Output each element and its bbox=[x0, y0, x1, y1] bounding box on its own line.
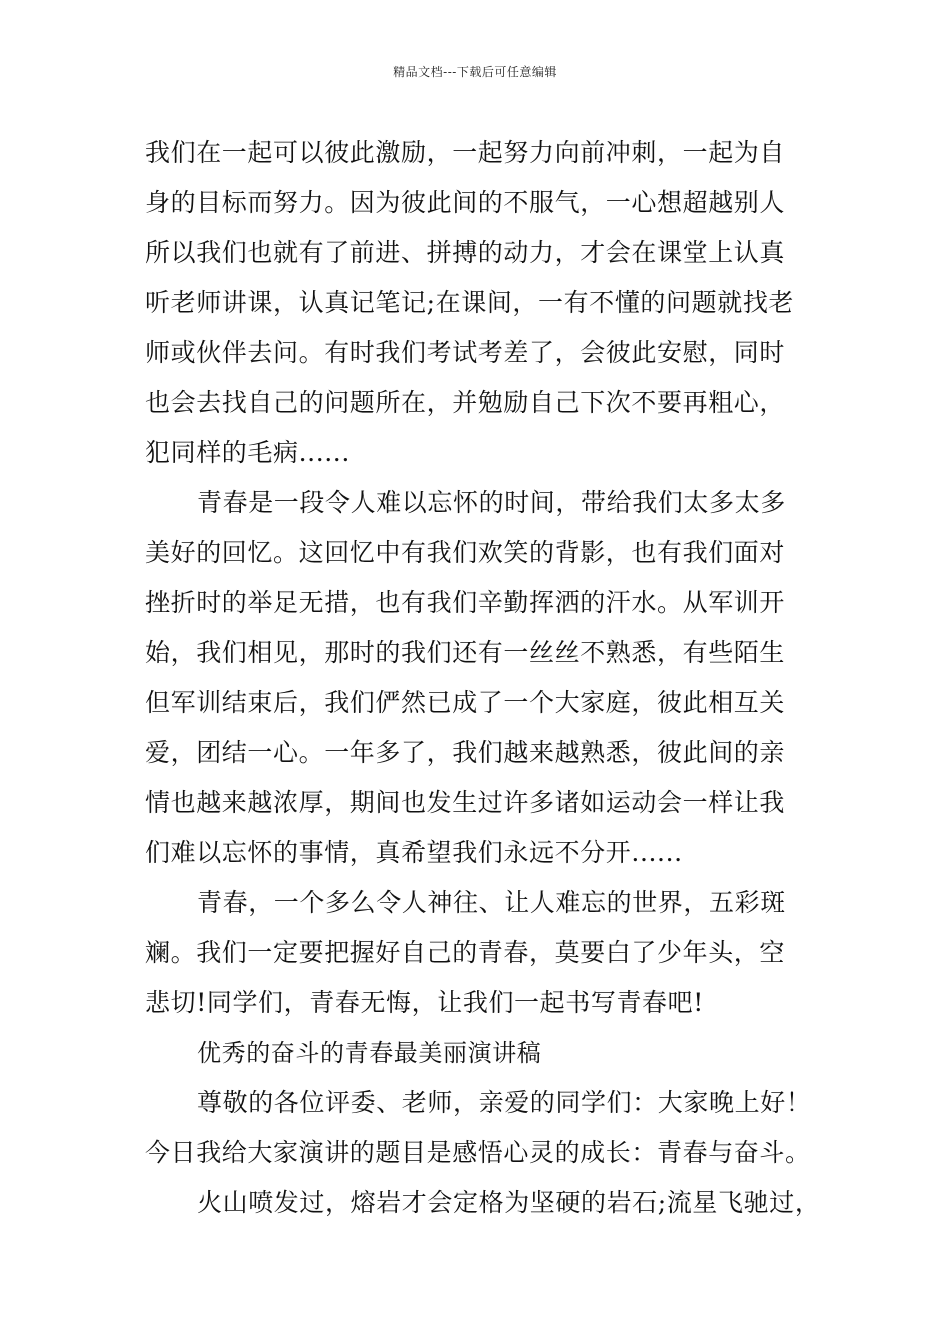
text-line: 始，我们相见，那时的我们还有一丝丝不熟悉，有些陌生 bbox=[145, 638, 786, 667]
paragraph-start-line: 青春是一段令人难以忘怀的时间，带给我们太多太多 bbox=[197, 488, 786, 517]
text-line: 犯同样的毛病...... bbox=[145, 438, 350, 467]
text-line: 今日我给大家演讲的题目是感悟心灵的成长：青春与奋斗。 bbox=[145, 1138, 811, 1167]
text-line: 身的目标而努力。因为彼此间的不服气，一心想超越别人 bbox=[145, 188, 786, 217]
text-line: 情也越来越浓厚，期间也发生过许多诸如运动会一样让我 bbox=[145, 788, 786, 817]
text-line: 但军训结束后，我们俨然已成了一个大家庭，彼此相互关 bbox=[145, 688, 786, 717]
paragraph-start-line: 青春，一个多么令人神往、让人难忘的世界，五彩斑 bbox=[197, 888, 786, 917]
text-line: 们难以忘怀的事情，真希望我们永远不分开...... bbox=[145, 838, 683, 867]
document-body bbox=[145, 128, 825, 1228]
text-line: 挫折时的举足无措，也有我们辛勤挥洒的汗水。从军训开 bbox=[145, 588, 786, 617]
paragraph-start-line: 火山喷发过，熔岩才会定格为坚硬的岩石;流星飞驰过， bbox=[197, 1188, 821, 1217]
text-line: 悲切!同学们，青春无悔，让我们一起书写青春吧! bbox=[145, 988, 704, 1017]
text-line: 斓。我们一定要把握好自己的青春，莫要白了少年头，空 bbox=[145, 938, 786, 967]
section-title: 优秀的奋斗的青春最美丽演讲稿 bbox=[197, 1039, 542, 1067]
text-line: 听老师讲课，认真记笔记;在课间，一有不懂的问题就找老 bbox=[145, 288, 795, 317]
page-header: 精品文档---下载后可任意编辑 bbox=[393, 65, 557, 79]
text-line: 我们在一起可以彼此激励，一起努力向前冲刺，一起为自 bbox=[145, 138, 786, 167]
text-line: 爱，团结一心。一年多了，我们越来越熟悉，彼此间的亲 bbox=[145, 738, 786, 767]
text-line: 也会去找自己的问题所在，并勉励自己下次不要再粗心， bbox=[145, 388, 786, 417]
paragraph-start-line: 尊敬的各位评委、老师，亲爱的同学们：大家晚上好！ bbox=[197, 1088, 812, 1117]
text-line: 所以我们也就有了前进、拼搏的动力，才会在课堂上认真 bbox=[145, 238, 786, 267]
text-line: 美好的回忆。这回忆中有我们欢笑的背影，也有我们面对 bbox=[145, 538, 786, 567]
text-line: 师或伙伴去问。有时我们考试考差了，会彼此安慰，同时 bbox=[145, 338, 786, 367]
